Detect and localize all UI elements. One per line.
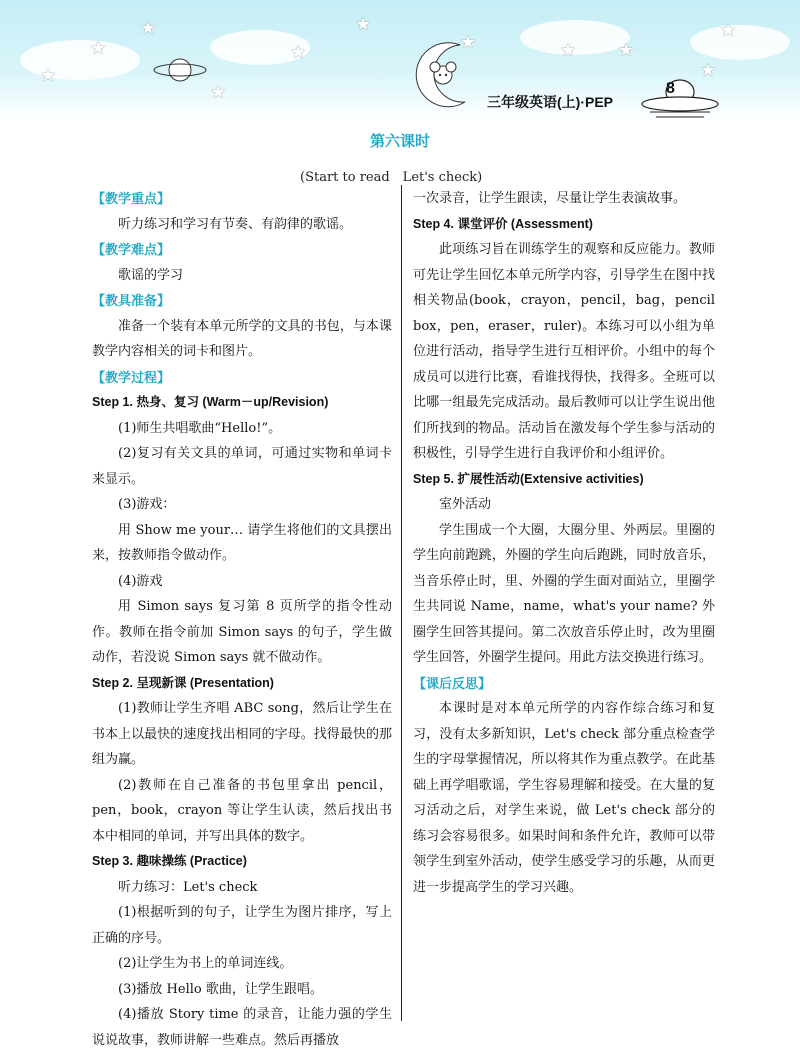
page-subtitle: (Start to read Let's check) — [300, 170, 483, 185]
star-icon: ★ — [700, 60, 717, 81]
star-icon: ★ — [210, 82, 227, 103]
paragraph: (3)播放 Hello 歌曲，让学生跟唱。 — [118, 981, 323, 997]
star-icon: ★ — [140, 18, 157, 39]
paragraph: 本课时是对本单元所学的内容作综合练习和复习，没有太多新知识，Let's check 部分重点检查学生的字母掌握情况，所以将其作为重点教学。在此基础上再学唱歌谣，学生容易理解和接受。在大量的复习活动之后，对学生来说，做 Let's check 部分的练习会容易很多。如果时间和条件允许，教师可以带领学生到室外活动，使学生感受学习的乐趣，从而更进一步提高学生的学习兴趣。 — [413, 701, 715, 895]
star-icon: ★ — [355, 14, 372, 35]
paragraph: (1)教师让学生齐唱 ABC song，然后让学生在书本上以最快的速度找出相同的字母。找得最快的那组为赢。 — [92, 701, 392, 767]
step-heading: Step 1. 热身、复习 (Warm－up/Revision) — [92, 395, 329, 409]
paragraph: 一次录音，让学生跟读，尽量让学生表演故事。 — [413, 191, 687, 206]
paragraph: (2)教师在自己准备的书包里拿出 pencil，pen，book，crayon 等让学生认读，然后找出书本中相同的单词，并写出具体的数字。 — [92, 777, 392, 844]
moon-mouse-icon — [405, 40, 485, 110]
paragraph: (4)游戏 — [118, 573, 163, 589]
ufo-icon — [640, 78, 720, 124]
paragraph: 听力练习：Let's check — [118, 879, 258, 895]
star-icon: ★ — [40, 65, 57, 86]
step-heading: Step 3. 趣味操练 (Practice) — [92, 854, 247, 868]
paragraph: 此项练习旨在训练学生的观察和反应能力。教师可先让学生回忆本单元所学内容，引导学生在图中找相关物品(book，crayon，pencil，bag，pencil box，pen，eraser，ruler)。本练习可以小组为单位进行活动，指导学生进行互相评价。小组中的每个成员可以进行比赛，看谁找得快，找得多。全班可以比哪一组最先完成活动。最后教师可以让学生说出他们所找到的物品。活动旨在激发每个学生参与活动的积极性，引导学生进行自我评价和小组评价。 — [413, 242, 715, 461]
star-icon: ★ — [560, 40, 577, 61]
paragraph: (1)根据听到的句子，让学生为图片排序，写上正确的序号。 — [92, 905, 392, 946]
star-icon: ★ — [460, 32, 477, 53]
paragraph: (1)师生共唱歌曲“Hello!”。 — [118, 420, 282, 436]
paragraph: 准备一个装有本单元所学的文具的书包，与本课教学内容相关的词卡和图片。 — [92, 318, 392, 359]
paragraph: 歌谣的学习 — [118, 267, 184, 283]
column-divider — [401, 185, 402, 1021]
star-icon: ★ — [720, 20, 737, 41]
paragraph: 学生围成一个大圈，大圈分里、外两层。里圈的学生向前跑跳，外圈的学生向后跑跳，同时放音乐，当音乐停止时，里、外圈的学生面对面站立，里圈学生共同说 Name，name，what's your name? 外圈学生回答其提问。第二次放音乐停止时，改为里圈学生回答，外圈学生提问。用此方法交换进行练习。 — [413, 522, 715, 665]
left-column — [92, 186, 392, 1053]
paragraph: 听力练习和学习有节奏、有韵律的歌谣。 — [118, 216, 353, 232]
page-title: 第六课时 — [369, 133, 430, 150]
paragraph: (3)游戏： — [118, 497, 176, 512]
paragraph: (2)复习有关文具的单词，可通过实物和单词卡来显示。 — [92, 446, 392, 487]
paragraph: 室外活动 — [439, 497, 492, 512]
section-heading: 【教学难点】 — [92, 242, 171, 257]
paragraph: (2)让学生为书上的单词连线。 — [118, 956, 293, 971]
header-banner — [0, 0, 800, 120]
star-icon: ★ — [90, 38, 107, 59]
section-heading: 【教学过程】 — [92, 369, 171, 385]
cloud-decoration — [690, 25, 790, 60]
planet-icon — [152, 52, 208, 88]
page-number: 8 — [666, 80, 675, 97]
section-heading: 【课后反思】 — [413, 675, 492, 691]
step-heading: Step 2. 呈现新课 (Presentation) — [92, 675, 274, 690]
star-icon: ★ — [290, 42, 307, 63]
paragraph: 用 Show me your… 请学生将他们的文具摆出来，按教师指令做动作。 — [92, 522, 392, 563]
cloud-decoration — [20, 40, 140, 80]
paragraph: 用 Simon says 复习第 8 页所学的指令性动作。教师在指令前加 Simon says 的句子，学生做动作，若没说 Simon says 就不做动作。 — [92, 599, 392, 665]
step-heading: Step 5. 扩展性活动(Extensive activities) — [413, 471, 644, 486]
right-column — [413, 186, 715, 900]
section-heading: 【教学重点】 — [92, 191, 171, 206]
step-heading: Step 4. 课堂评价 (Assessment) — [413, 216, 593, 231]
section-heading: 【教具准备】 — [92, 293, 171, 308]
star-icon: ★ — [618, 40, 635, 61]
paragraph: (4)播放 Story time 的录音，让能力强的学生说说故事，教师讲解一些难点。然后再播放 — [92, 1007, 392, 1048]
book-label: 三年级英语(上)·PEP — [487, 94, 613, 110]
